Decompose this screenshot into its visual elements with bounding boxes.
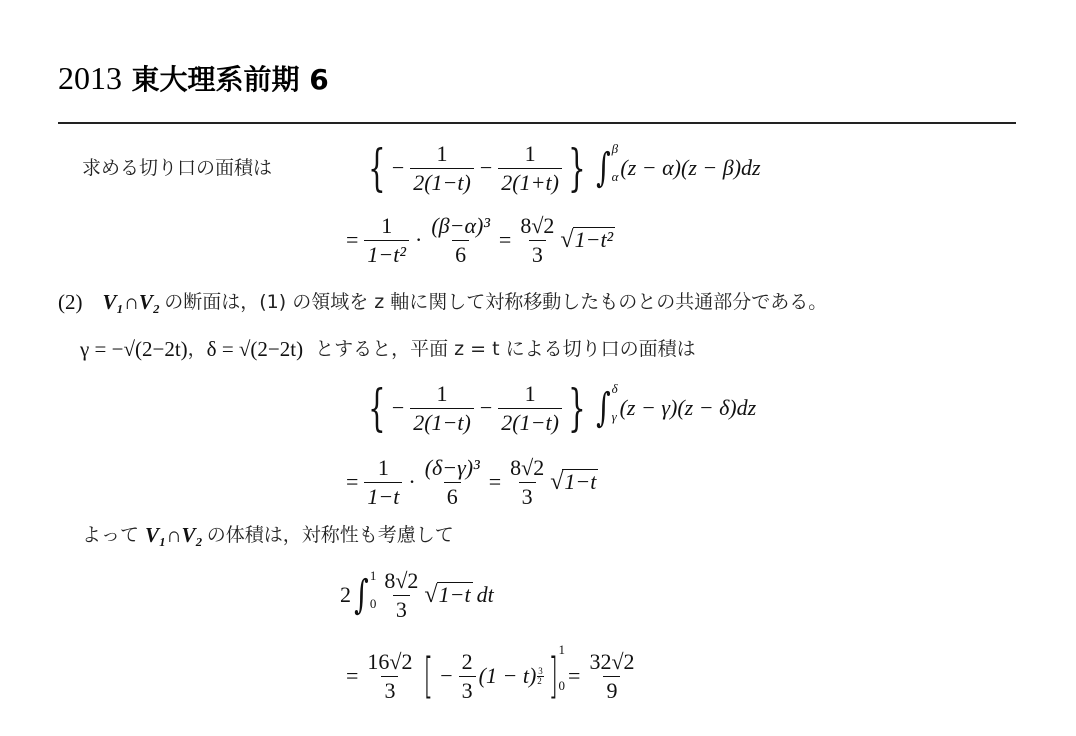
set-expression: V₁∩V₂ (145, 523, 203, 547)
fraction: $\frac{8√2}{3}$ (384, 567, 419, 622)
equation-5: 2 ∫ 1 0 $\frac{8√2}{3}$ √ 1−t dt (340, 567, 494, 622)
right-bracket: ] (548, 648, 558, 704)
fraction: $\frac{1}{2(1-t)}$ (498, 382, 562, 435)
part-label: (2) (58, 290, 83, 314)
integral-sign: ∫ 1 0 (354, 568, 377, 618)
integrand: (z − γ)(z − δ)dz (619, 395, 757, 420)
section2-line3: よって V₁∩V₂ の体積は，対称性も考慮して (82, 523, 454, 547)
equation-1: { − $\frac{1}{2(1-t)}$ − $\frac{1}{2(1+t)}$ } ∫ β α (z − α)(z − β)dz (368, 139, 761, 197)
right-brace: } (568, 379, 586, 437)
right-brace: } (568, 139, 586, 197)
fraction: $\frac{1}{1-t}$ (364, 456, 402, 509)
fraction: $\frac{1}{2(1-t)}$ (410, 142, 474, 195)
evaluation-limits: 1 0 (558, 642, 566, 693)
fraction: $\frac{1}{2(1+t)}$ (498, 142, 562, 195)
fraction: $\frac{\text{(δ−γ)³}}{6}$ (424, 454, 480, 509)
left-bracket: [ (423, 648, 433, 704)
title-year: 2013 (58, 60, 122, 96)
page-title (58, 58, 329, 100)
integral-sign: ∫ δ γ (595, 381, 618, 431)
fraction: $\frac{2}{3}$ (459, 650, 476, 703)
section2-line1-text: の断面は，(1) の領域を z 軸に関して対称移動したものとの共通部分である。 (164, 291, 828, 313)
left-brace: { (368, 139, 386, 197)
delta-definition: δ = √(2−2t) (206, 337, 304, 361)
gamma-definition: γ = −√(2−2t) (80, 337, 188, 361)
square-root: √ 1−t (424, 582, 471, 608)
fraction: $\frac{1}{\text{1−t²}}$ (364, 214, 409, 267)
integral-sign: ∫ β α (595, 141, 619, 191)
exponent-fraction: 3 2 (537, 665, 543, 686)
section1-intro: 求める切り口の面積は (82, 157, 273, 179)
square-root: √ 1−t (550, 469, 597, 495)
integrand: (z − α)(z − β)dz (620, 155, 761, 180)
fraction: $\frac{\text{(β−α)³}}{6}$ (431, 212, 490, 267)
left-brace: { (368, 379, 386, 437)
square-root: √ 1−t² (560, 227, 614, 253)
set-expression: V₁∩V₂ (102, 290, 161, 314)
section2-line2-text: とすると，平面 z = t による切り口の面積は (315, 338, 696, 360)
fraction: $\frac{16√2}{3}$ (367, 648, 413, 703)
section2-line2: γ = −√(2−2t) ， δ = √(2−2t) とすると，平面 z = t による切り口の面積は (80, 337, 696, 361)
equation-2: = $\frac{1}{\text{1−t²}}$ · $\frac{\text{(β−α)³}}{6}$ = $\frac{8√2}{3}$ √ 1−t² (346, 212, 614, 267)
equation-3: { − $\frac{1}{2(1-t)}$ − $\frac{1}{2(1-t)}$ } ∫ δ γ (z − γ)(z − δ)dz (368, 379, 757, 437)
fraction: $\frac{8√2}{3}$ (520, 212, 555, 267)
title-text: 東大理系前期 6 (131, 63, 329, 96)
fraction: $\frac{8√2}{3}$ (510, 454, 545, 509)
fraction: $\frac{1}{2(1-t)}$ (410, 382, 474, 435)
equation-6: = $\frac{16√2}{3}$ [ − $\frac{2}{3}$ (1 − t) 3 2 ] 1 0 = $\frac{32√2}{9}$ (343, 645, 641, 707)
equation-4: = $\frac{1}{1-t}$ · $\frac{\text{(δ−γ)³}}{6}$ = $\frac{8√2}{3}$ √ 1−t (346, 454, 597, 509)
title-divider (58, 122, 1016, 124)
section2-line1 (58, 289, 827, 315)
fraction: $\frac{32√2}{9}$ (589, 648, 635, 703)
